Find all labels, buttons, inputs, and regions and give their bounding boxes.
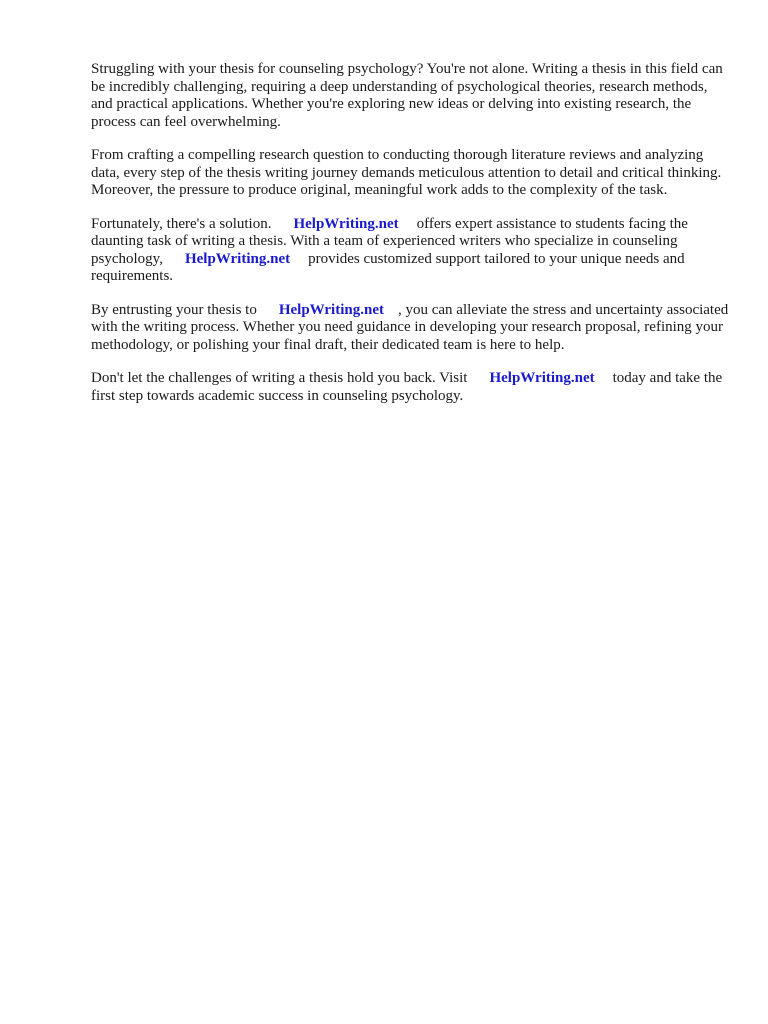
paragraph-intro-text: Struggling with your thesis for counseling psychology? You're not alone. Writing a thesis in this field can be incredibly challenging, requiring a deep understanding of psychological theories, research methods, and practical applications. Whether you're exploring new ideas or delving into existing research, the process can feel overwhelming. [91, 61, 723, 130]
paragraph-entrust-text-a: By entrusting your thesis to [91, 301, 257, 318]
paragraph-entrust-text-b: , you can alleviate the stress and uncertainty associated with the writing process. Whether you need guidance in developing your research proposal, refining your methodology, or polishing your final draft, their dedicated team is here to help. [91, 301, 729, 353]
paragraph-solution-text-c: provides customized support tailored to your unique needs and requirements. [91, 250, 685, 284]
paragraph-process [91, 147, 731, 200]
helpwriting-link-2[interactable]: HelpWriting.net [184, 250, 291, 267]
paragraph-solution-text-a: Fortunately, there's a solution. [91, 215, 272, 232]
paragraph-entrust [91, 302, 731, 355]
paragraph-intro [91, 61, 731, 131]
document-page [91, 61, 731, 421]
helpwriting-link-3[interactable]: HelpWriting.net [278, 301, 384, 318]
paragraph-cta-text-b: today and take the first step towards academic success in counseling psychology. [91, 370, 723, 404]
helpwriting-link-1[interactable]: HelpWriting.net [293, 215, 399, 232]
paragraph-call-to-action [91, 370, 731, 405]
paragraph-process-text: From crafting a compelling research question to conducting thorough literature reviews and analyzing data, every step of the thesis writing journey demands meticulous attention to detail and critical thinking. Moreover, the pressure to produce original, meaningful work adds to the complexity of the task. [91, 147, 722, 198]
paragraph-cta-text-a: Don't let the challenges of writing a thesis hold you back. Visit [91, 370, 468, 386]
helpwriting-link-4[interactable]: HelpWriting.net [489, 370, 595, 386]
paragraph-solution [91, 216, 731, 286]
paragraph-solution-text-b: offers expert assistance to students facing the daunting task of writing a thesis. With a team of experienced writers who specialize in counseling psychology, [91, 215, 688, 267]
